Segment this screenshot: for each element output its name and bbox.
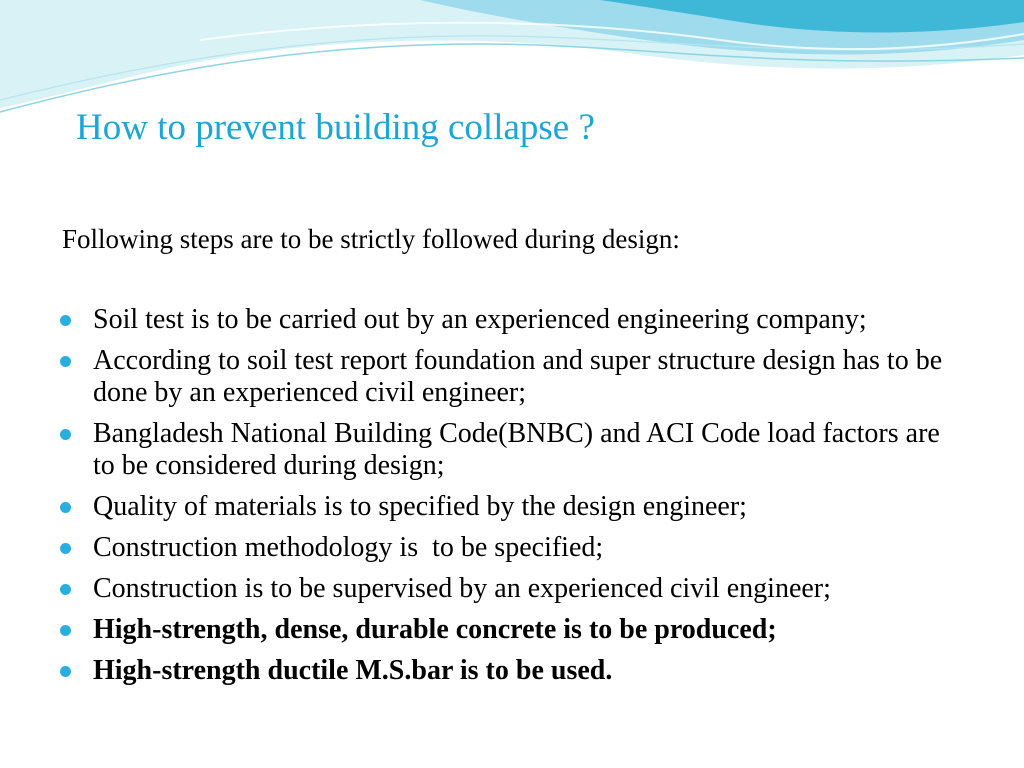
bullet-dot-icon <box>60 315 71 326</box>
bullet-text: Construction methodology is to be specified; <box>93 532 604 563</box>
bullet-text: According to soil test report foundation and super structure design has to be done by an experienced civil engineer; <box>93 345 950 408</box>
bullet-dot-icon <box>60 543 71 554</box>
bullet-item <box>60 304 960 336</box>
bullet-text: High-strength, dense, durable concrete is to be produced; <box>93 614 777 645</box>
bullet-item <box>60 573 960 605</box>
bullet-item <box>60 418 960 482</box>
bullet-text: High-strength ductile M.S.bar is to be used. <box>93 655 613 686</box>
intro-text: Following steps are to be strictly followed during design: <box>62 224 680 254</box>
bullet-text: Soil test is to be carried out by an experienced engineering company; <box>93 304 867 335</box>
bullet-dot-icon <box>60 584 71 595</box>
bullet-text: Construction is to be supervised by an experienced civil engineer; <box>93 573 831 604</box>
bullet-item <box>60 614 960 646</box>
bullet-dot-icon <box>60 429 71 440</box>
bullet-item <box>60 655 960 687</box>
bullet-dot-icon <box>60 666 71 677</box>
bullet-item <box>60 345 960 409</box>
bullet-dot-icon <box>60 502 71 513</box>
bullet-dot-icon <box>60 356 71 367</box>
bullet-text: Quality of materials is to specified by the design engineer; <box>93 491 747 522</box>
bullet-dot-icon <box>60 625 71 636</box>
bullet-item <box>60 491 960 523</box>
bullet-text: Bangladesh National Building Code(BNBC) and ACI Code load factors are to be considered during design; <box>93 418 947 481</box>
bullet-item <box>60 532 960 564</box>
bullet-list <box>60 304 960 696</box>
slide-title: How to prevent building collapse ? <box>76 107 595 148</box>
